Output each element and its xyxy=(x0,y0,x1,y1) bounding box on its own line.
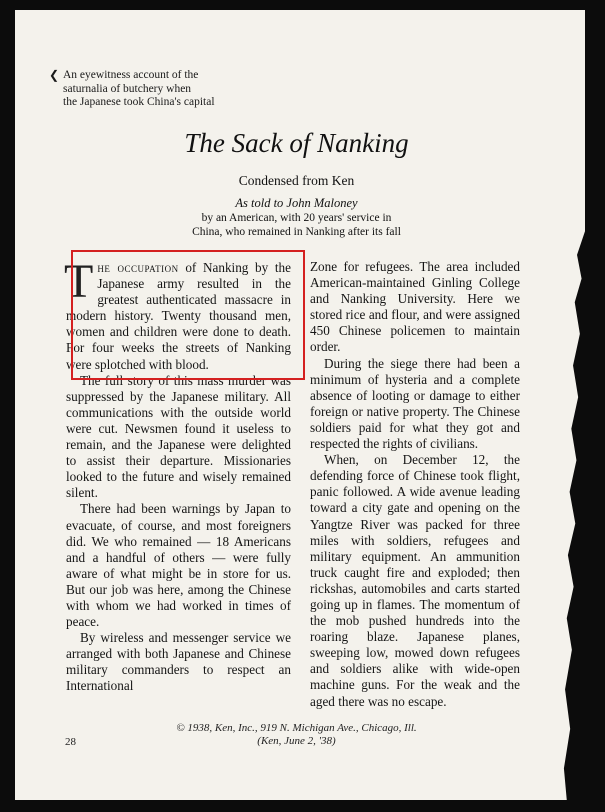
blurb-line: An eyewitness account of the xyxy=(63,69,199,81)
drop-cap: T xyxy=(64,255,94,308)
intro-blurb xyxy=(49,68,215,110)
lead-text: of Nanking by the Japanese army resulted in the greatest authenticated massacre in modern history. Twenty thousand men, women and children were done to death. For four weeks the streets of Nanking were splotched with blood. xyxy=(66,260,291,372)
copyright-footer xyxy=(0,722,593,748)
blurb-line: the Japanese took China's capital xyxy=(63,96,215,109)
paragraph: During the siege there had been a minimum of hysteria and a complete absence of looting or damage to either foreign or native property. The Chinese soldiers paid for what they got and respected the rights of civilians. xyxy=(310,355,520,452)
paragraph: There had been warnings by Japan to evacuate, of course, and most foreigners did. We who remained — 18 Americans and a handful of others — were fully aware of what might be in store for us. But our job was here, among the Chinese with whom we had worked in times of peace. xyxy=(66,501,291,630)
paragraph: By wireless and messenger service we arranged with both Japanese and Chinese military commanders to respect an International xyxy=(66,630,291,694)
lead-paragraph xyxy=(64,255,291,373)
article-title: The Sack of Nanking xyxy=(184,128,409,158)
author-line: by an American, with 20 years' service in xyxy=(201,212,392,224)
paragraph: The full story of this mass murder was suppressed by the Japanese military. All communications with the outside world were cut. Newsmen found it useless to remain, and the Japanese were delighted to assist their departure. Missionaries looked to the future and wisely remained silent. xyxy=(66,372,291,501)
author-description xyxy=(0,212,593,239)
lead-smallcaps: he occupation xyxy=(97,260,179,275)
article-source: Condensed from Ken xyxy=(238,173,355,188)
right-column xyxy=(310,259,520,710)
author-line: China, who remained in Nanking after its fall xyxy=(192,225,401,238)
paragraph: Zone for refugees. The area included American-maintained Ginling College and Nanking University. Here we stored rice and flour, and were assigned 450 Chinese policemen to maintain order. xyxy=(310,259,520,355)
left-column xyxy=(66,255,291,695)
article-byline: As told to John Maloney xyxy=(235,196,358,210)
paragraph-mark-icon: ❮ xyxy=(49,68,60,82)
citation-line: (Ken, June 2, '38) xyxy=(257,735,336,747)
page-number: 28 xyxy=(65,736,76,748)
paragraph: When, on December 12, the defending force of Chinese took flight, panic followed. A wide avenue leading toward a city gate and opening on the Yangtze River was packed for three miles with soldiers, refugees and military equipment. An ammunition truck caught fire and exploded; then rickshas, automobiles and carts started going up in flames. The momentum of the mob pushed hundreds into the roaring blaze. Japanese planes, sweeping low, mowed down refugees and soldiers alike with wide-open machine guns. For the weak and the aged there was no escape. xyxy=(310,452,520,709)
blurb-line: saturnalia of butchery when xyxy=(63,82,192,95)
copyright-line: © 1938, Ken, Inc., 919 N. Michigan Ave., Chicago, Ill. xyxy=(176,722,417,734)
